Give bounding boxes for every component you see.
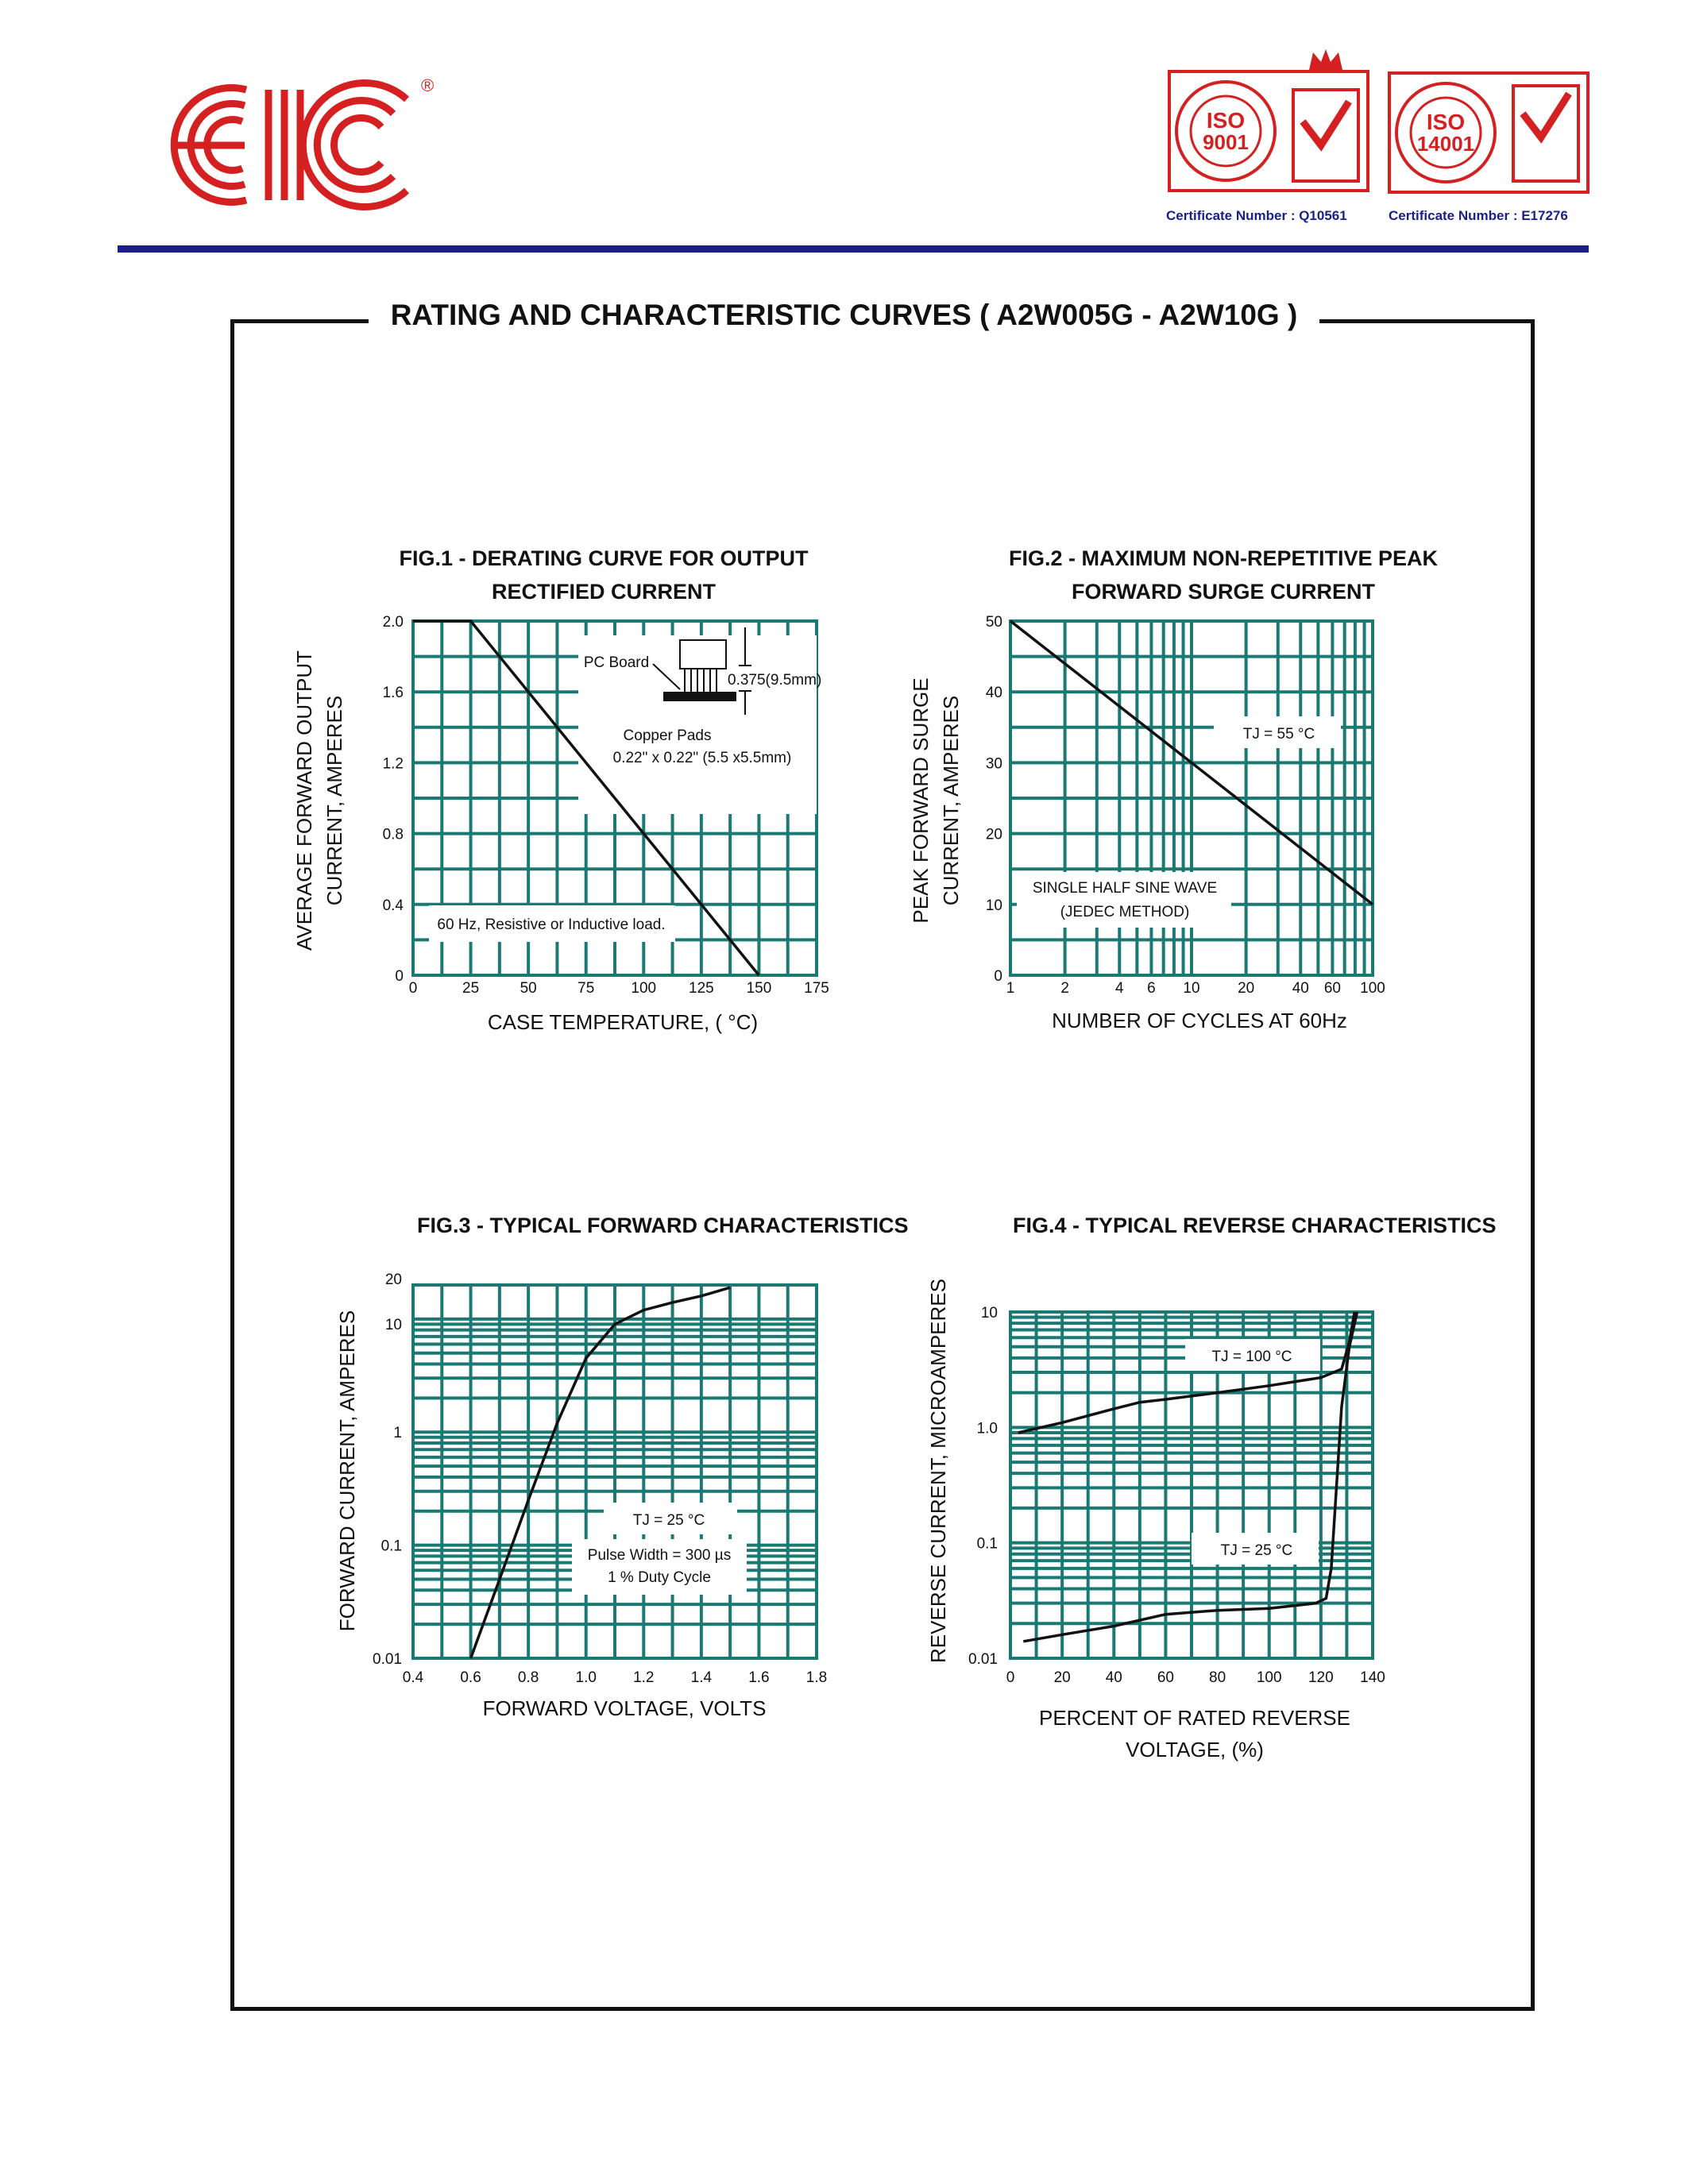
fig2-y-tick: 0 — [994, 968, 1002, 985]
fig3-x-tick: 1.6 — [748, 1669, 770, 1686]
fig1-y-tick: 0 — [395, 968, 404, 985]
fig2-x-tick: 4 — [1114, 980, 1124, 997]
fig2-x-tick: 60 — [1323, 980, 1341, 997]
fig2-y-tick: 10 — [985, 897, 1002, 914]
fig4-x-tick: 60 — [1157, 1669, 1174, 1686]
fig3-title: FIG.3 - TYPICAL FORWARD CHARACTERISTICS — [417, 1214, 909, 1237]
registered-mark: ® — [421, 75, 435, 95]
fig4-y-axis-label — [926, 1279, 950, 1663]
cert1-label: Certificate Number : Q10561 — [1166, 208, 1347, 223]
fig4-x-tick: 40 — [1105, 1669, 1122, 1686]
fig2-wave-label-line2: (JEDEC METHOD) — [1060, 904, 1190, 920]
fig1-y-tick: 1.2 — [382, 755, 404, 773]
fig4-y-tick: 1.0 — [976, 1420, 998, 1437]
fig3-x-tick: 1.2 — [633, 1669, 655, 1686]
fig2-wave-label-line1: SINGLE HALF SINE WAVE — [1032, 880, 1218, 897]
fig2-x-tick: 40 — [1292, 980, 1309, 997]
fig4-title: FIG.4 - TYPICAL REVERSE CHARACTERISTICS — [1013, 1214, 1497, 1237]
fig3-x-tick: 1.4 — [690, 1669, 713, 1686]
fig4-x-tick: 100 — [1256, 1669, 1282, 1686]
fig2-x-tick: 1 — [1006, 980, 1015, 997]
copper-pad — [664, 693, 736, 700]
fig2-title-line1: FIG.2 - MAXIMUM NON-REPETITIVE PEAK — [1008, 546, 1439, 570]
fig1-y-axis-label-line2: CURRENT, AMPERES — [323, 695, 346, 906]
fig4-y-axis-label-text: REVERSE CURRENT, MICROAMPERES — [926, 1279, 950, 1663]
cert2-iso: ISO — [1426, 110, 1466, 134]
fig1-x-tick: 50 — [520, 980, 537, 997]
fig4-x-axis-label-line1: PERCENT OF RATED REVERSE — [1039, 1706, 1350, 1730]
fig4-tj25-label: TJ = 25 °C — [1220, 1542, 1293, 1559]
fig4-tj100-label: TJ = 100 °C — [1211, 1349, 1292, 1365]
fig3-x-tick: 0.4 — [402, 1669, 424, 1686]
fig2-y-tick: 40 — [985, 685, 1002, 702]
fig1-y-tick: 1.6 — [382, 685, 404, 702]
fig1-y-tick: 2.0 — [382, 614, 404, 631]
fig3-y-tick: 10 — [384, 1316, 402, 1333]
fig4-y-tick: 10 — [980, 1305, 998, 1322]
fig3-x-tick: 0.8 — [517, 1669, 539, 1686]
cert1-number: 9001 — [1203, 130, 1249, 154]
fig1-x-axis-label: CASE TEMPERATURE, ( °C) — [487, 1010, 759, 1034]
fig4-x-tick: 0 — [1006, 1669, 1015, 1686]
fig2-y-axis-label-line2: CURRENT, AMPERES — [939, 695, 963, 906]
fig4-y-tick: 0.1 — [976, 1535, 998, 1553]
fig4-x-tick: 20 — [1053, 1669, 1071, 1686]
fig2-x-tick: 100 — [1360, 980, 1385, 997]
fig4-x-tick: 80 — [1209, 1669, 1226, 1686]
fig1-copper-pads-label: Copper Pads — [623, 727, 712, 744]
fig1-condition-label: 60 Hz, Resistive or Inductive load. — [437, 916, 666, 933]
fig2-y-tick: 20 — [985, 826, 1002, 843]
fig3-duty-label: 1 % Duty Cycle — [608, 1569, 711, 1586]
fig3-y-axis-label — [335, 1310, 359, 1632]
fig3-y-tick: 20 — [384, 1271, 402, 1288]
fig1-x-tick: 150 — [746, 980, 772, 997]
fig3-tj-label: TJ = 25 °C — [632, 1512, 705, 1529]
fig2-y-axis-label-line1: PEAK FORWARD SURGE — [909, 677, 933, 924]
fig1-title-line1: FIG.1 - DERATING CURVE FOR OUTPUT — [399, 546, 809, 570]
fig1-y-axis-label — [292, 650, 346, 951]
fig2-tj-label: TJ = 55 °C — [1242, 726, 1315, 743]
fig4-x-axis-label-line2: VOLTAGE, (%) — [1126, 1738, 1264, 1761]
fig3-y-tick: 0.1 — [380, 1538, 402, 1555]
fig3-y-tick: 0.01 — [373, 1651, 402, 1668]
fig2-y-tick: 50 — [985, 614, 1002, 631]
fig1-title-line2: RECTIFIED CURRENT — [492, 580, 716, 604]
fig1-x-tick: 0 — [408, 980, 418, 997]
fig2-y-tick: 30 — [985, 755, 1002, 773]
fig3-y-tick: 1 — [393, 1425, 402, 1442]
fig4-x-tick: 120 — [1308, 1669, 1334, 1686]
cert2-number: 14001 — [1416, 132, 1475, 156]
fig2-x-tick: 20 — [1238, 980, 1255, 997]
fig3-pulse-label: Pulse Width = 300 µs — [587, 1547, 732, 1564]
fig1-y-tick: 0.4 — [382, 897, 404, 914]
page-title: RATING AND CHARACTERISTIC CURVES ( A2W005G - A2W10G ) — [369, 299, 1320, 331]
cert1-iso: ISO — [1206, 108, 1246, 133]
fig1-x-tick: 175 — [804, 980, 829, 997]
fig3-x-tick: 1.8 — [805, 1669, 828, 1686]
fig2-x-tick: 10 — [1183, 980, 1200, 997]
fig2-y-axis-label — [909, 677, 963, 923]
fig1-x-tick: 75 — [577, 980, 595, 997]
fig3-x-tick: 0.6 — [460, 1669, 481, 1686]
cert2-label: Certificate Number : E17276 — [1389, 208, 1568, 223]
fig3-x-tick: 1.0 — [575, 1669, 597, 1686]
fig3-y-axis-label-text: FORWARD CURRENT, AMPERES — [335, 1310, 359, 1632]
fig2-x-tick: 6 — [1147, 980, 1156, 997]
fig1-x-tick: 25 — [462, 980, 480, 997]
fig2-x-tick: 2 — [1060, 980, 1069, 997]
fig1-pc-board-label: PC Board — [583, 654, 650, 671]
fig1-y-tick: 0.8 — [382, 826, 404, 843]
fig4-x-tick: 140 — [1360, 1669, 1385, 1686]
fig4-y-tick: 0.01 — [968, 1651, 998, 1668]
fig2-title-line2: FORWARD SURGE CURRENT — [1071, 580, 1375, 604]
fig1-dimension-label: 0.375(9.5mm) — [728, 672, 822, 689]
fig3-x-axis-label: FORWARD VOLTAGE, VOLTS — [482, 1696, 767, 1720]
fig1-y-axis-label-line1: AVERAGE FORWARD OUTPUT — [292, 650, 316, 951]
fig1-x-tick: 100 — [631, 980, 657, 997]
fig1-x-tick: 125 — [689, 980, 714, 997]
fig1-pad-size-label: 0.22" x 0.22" (5.5 x5.5mm) — [612, 750, 792, 766]
fig3-grid — [413, 1285, 817, 1658]
fig2-x-axis-label: NUMBER OF CYCLES AT 60Hz — [1052, 1009, 1347, 1032]
